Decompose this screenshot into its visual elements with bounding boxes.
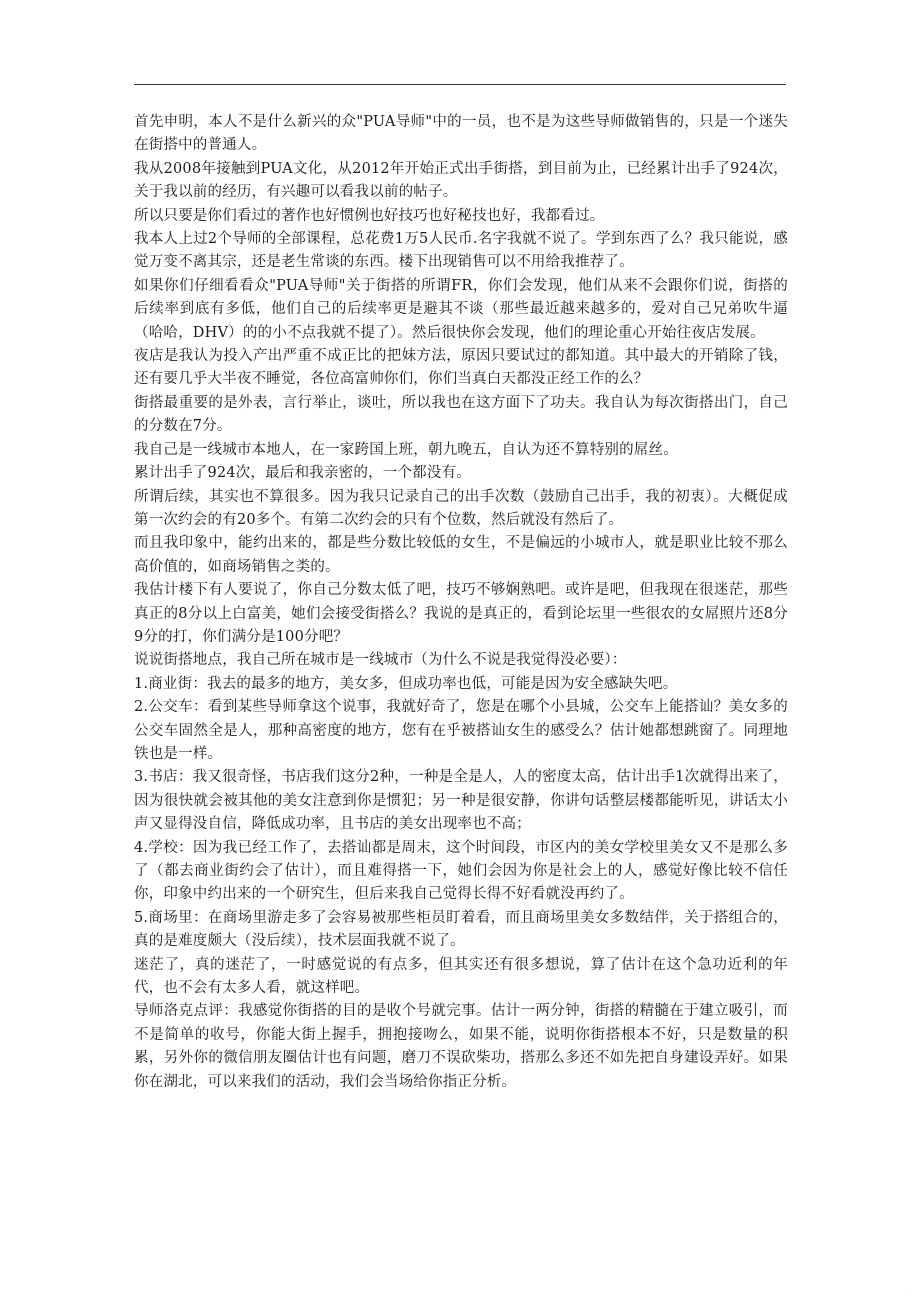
paragraph: 累计出手了924次，最后和我亲密的，一个都没有。: [134, 465, 471, 482]
paragraph: 夜店是我认为投入产出严重不成正比的把妹方法，原因只要试过的都知道。其中最大的开销除了钱，还有要几乎大半夜不睡觉，各位高富帅你们，你们当真白天都没正经工作的么？: [134, 348, 788, 388]
paragraph: 所以只要是你们看过的著作也好惯例也好技巧也好秘技也好，我都看过。: [134, 207, 605, 224]
paragraph: 我自己是一线城市本地人，在一家跨国上班，朝九晚五，自认为还不算特别的屌丝。: [134, 441, 678, 458]
paragraph: 所谓后续，其实也不算很多。因为我只记录自己的出手次数（鼓励自己出手，我的初衷）。大概促成第一次约会的有20多个。有第二次约会的只有个位数，然后就没有然后了。: [134, 488, 788, 528]
paragraph: 我本人上过2个导师的全部课程，总花费1万5人民币.名字我就不说了。学到东西了么？我只能说，感觉万变不离其宗，还是老生常谈的东西。楼下出现销售可以不用给我推荐了。: [134, 231, 788, 271]
list-item-bus: 2.公交车：看到某些导师拿这个说事，我就好奇了，您是在哪个小县城，公交车上能搭讪？美女多的公交车固然全是人，那种高密度的地方，您有在乎被搭讪女生的感受么？估计她都想跳窗了。同理地铁也是一样。: [134, 699, 788, 762]
article-body: [134, 111, 788, 1094]
paragraph: 说说街搭地点，我自己所在城市是一线城市（为什么不说是我觉得没必要）：: [134, 652, 627, 669]
paragraph: 街搭最重要的是外表，言行举止，谈吐，所以我也在这方面下了功夫。我自认为每次街搭出门，自己的分数在7分。: [134, 394, 788, 435]
paragraph: 我估计楼下有人要说了，你自己分数太低了吧，技巧不够娴熟吧。或许是吧，但我现在很迷茫，那些真正的8分以上白富美，她们会接受街搭么？我说的是真正的，看到论坛里一些很农的女屌照片还8分9分的打，你们满分是100分吧？: [134, 582, 788, 645]
list-item-bookstore: 3.书店：我又很奇怪，书店我们这分2种，一种是全是人，人的密度太高，估计出手1次就得出来了，因为很快就会被其他的美女注意到你是惯犯；另一种是很安静，你讲句话整层楼都能听见，讲话太小声又显得没自信，降低成功率，且书店的美女出现率也不高；: [134, 769, 788, 833]
header-rule: [134, 84, 786, 85]
list-item-mall: 5.商场里：在商场里游走多了会容易被那些柜员盯着看，而且商场里美女多数结伴，关于搭组合的，真的是难度颇大（没后续），技术层面我就不说了。: [134, 909, 788, 950]
list-item-school: 4.学校：因为我已经工作了，去搭讪都是周末，这个时间段，市区内的美女学校里美女又不是那么多了（都去商业街约会了估计），而且难得搭一下，她们会因为你是社会上的人，感觉好像比较不信任你，印象中约出来的一个研究生，但后来我自己觉得长得不好看就没再约了。: [134, 839, 788, 903]
paragraph: 而且我印象中，能约出来的，都是些分数比较低的女生，不是偏远的小城市人，就是职业比较不那么高价值的，如商场销售之类的。: [134, 535, 788, 575]
paragraph: 首先申明，本人不是什么新兴的众"PUA导师"中的一员，也不是为这些导师做销售的，只是一个迷失在街搭中的普通人。: [134, 114, 788, 154]
mentor-comment: 导师洛克点评：我感觉你街搭的目的是收个号就完事。估计一两分钟，街搭的精髓在于建立吸引，而不是简单的收号，你能大街上握手，拥抱接吻么，如果不能，说明你街搭根本不好，只是数量的积累，另外你的微信朋友圈估计也有问题，磨刀不误砍柴功，搭那么多还不如先把自身建设弄好。如果你在湖北，可以来我们的活动，我们会当场给你指正分析。: [134, 1003, 788, 1090]
paragraph: 我从2008年接触到PUA文化，从2012年开始正式出手街搭，到目前为止，已经累计出手了924次，关于我以前的经历，有兴趣可以看我以前的帖子。: [134, 160, 788, 201]
corner-dot-mark: ·: [904, 1288, 906, 1295]
list-item-commercial-street: 1.商业街：我去的最多的地方，美女多，但成功率也低，可能是因为安全感缺失吧。: [134, 675, 678, 692]
paragraph: 迷茫了，真的迷茫了，一时感觉说的有点多，但其实还有很多想说，算了估计在这个急功近利的年代，也不会有太多人看，就这样吧。: [134, 956, 788, 997]
paragraph: 如果你们仔细看看众"PUA导师"关于街搭的所谓FR，你们会发现，他们从来不会跟你们说，街搭的后续率到底有多低，他们自己的后续率更是避其不谈（那些最近越来越多的，爱对自己兄弟吹牛逼（哈哈，DHV）的的小不点我就不提了）。然后很快你会发现，他们的理论重心开始往夜店发展。: [134, 277, 788, 341]
